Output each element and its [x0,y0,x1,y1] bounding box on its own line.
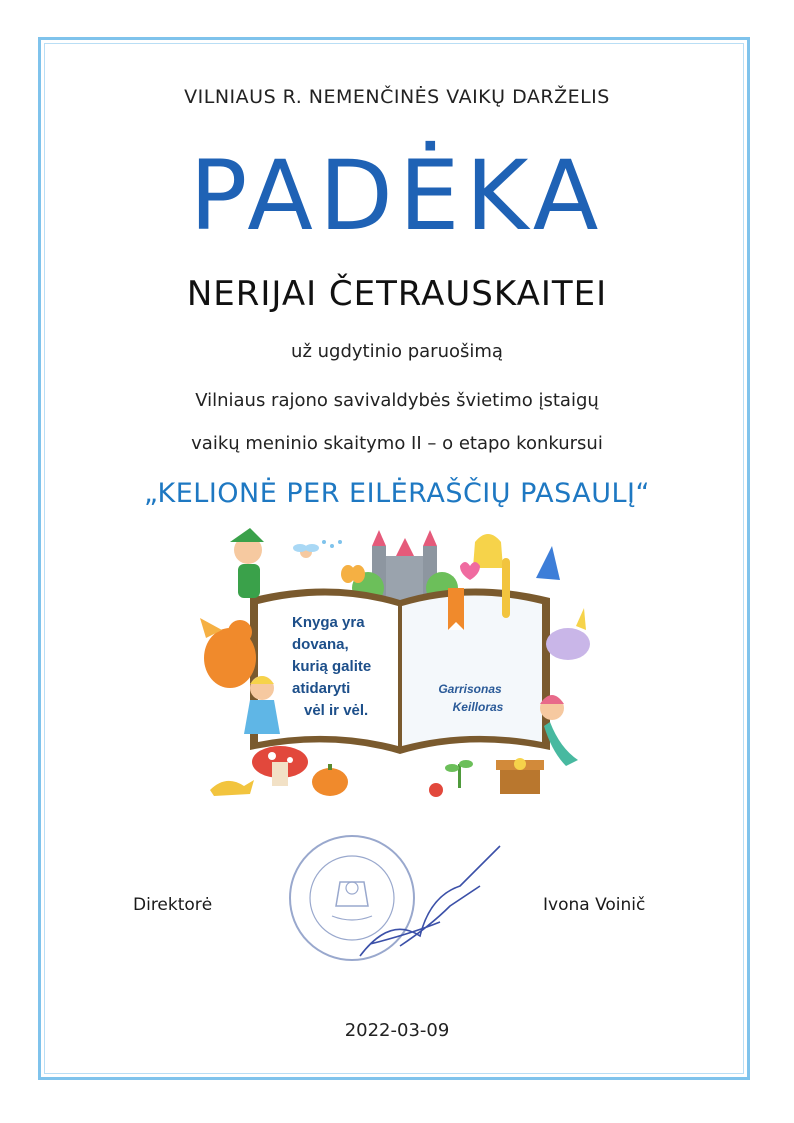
book-quote: Knyga yra dovana, kurią galite atidaryti vėl ir vėl. [292,614,372,719]
mermaid-icon [540,695,578,766]
director-name: Ivona Voinič [543,895,646,915]
handwritten-signature-icon [360,846,500,956]
magic-lamp-icon [210,780,254,796]
heart-icon [460,562,480,580]
fairy-icon [293,540,342,558]
official-stamp-and-signature [280,826,530,976]
contest-name: „KELIONĖ PER EILĖRAŠČIŲ PASAULĮ“ [143,478,651,509]
plant-icon [445,760,473,788]
official-stamp-icon [290,836,414,960]
butterfly-icon [341,565,365,583]
recipient-name: NERIJAI ČETRAUSKAITEI [186,274,608,314]
mushroom-icon [252,746,308,786]
fairy-tale-book-illustration [200,528,600,810]
dragon-icon [200,618,256,688]
unicorn-icon [546,608,590,660]
reason-line-1: už ugdytinio paruošimą [291,341,503,362]
document-date: 2022-03-09 [344,1020,450,1041]
quote-author: Garrisonas Keilloras [438,682,504,714]
director-title: Direktorė [133,895,213,915]
peter-pan-icon [230,528,264,598]
reason-line-2: Vilniaus rajono savivaldybės švietimo įstaigų [195,390,599,411]
wizard-hat-icon [536,546,560,580]
document-title: PADĖKA [189,140,605,252]
treasure-chest-icon [496,758,544,794]
pumpkin-icon [312,764,348,796]
reason-line-3: vaikų meninio skaitymo II – o etapo konkursui [191,433,603,454]
institution-name: VILNIAUS R. NEMENČINĖS VAIKŲ DARŽELIS [184,86,610,108]
apple-icon [429,783,443,797]
